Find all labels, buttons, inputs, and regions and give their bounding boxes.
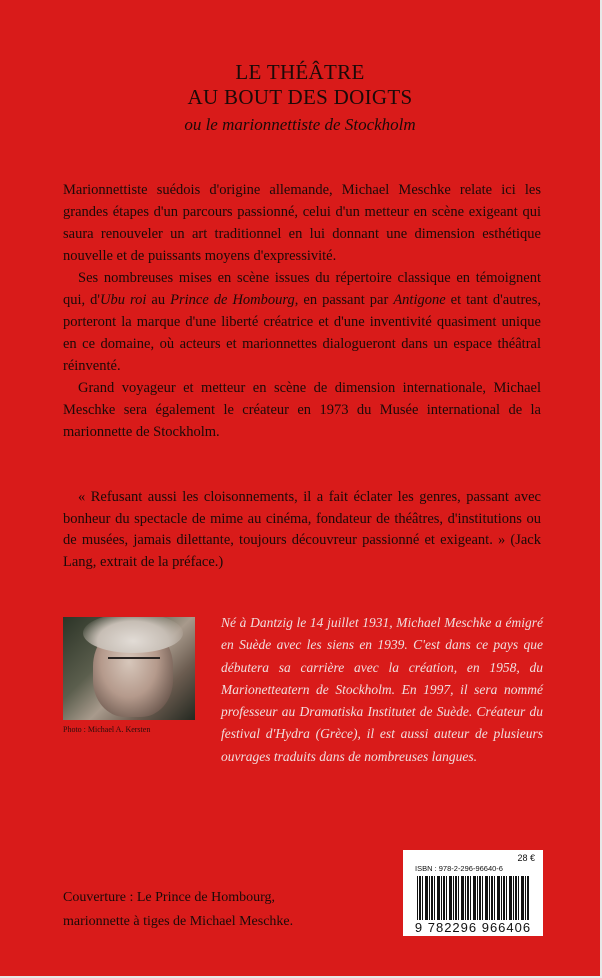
cover-caption <box>63 886 293 934</box>
price-label: 28 € <box>517 853 535 863</box>
isbn-label: ISBN : 978-2-296-96640-6 <box>415 864 503 873</box>
barcode-block <box>403 850 543 936</box>
title-ubu-roi: Ubu roi <box>100 292 147 308</box>
book-title-line-2: AU BOUT DES DOIGTS <box>187 85 413 109</box>
author-photo <box>63 617 195 720</box>
summary-paragraph-1: Marionnettiste suédois d'origine allemande, Michael Meschke relate ici les grandes étapes d'un parcours passionné, celui d'un metteur en scène exigeant qui saura renouveler un art traditionnel en lui donnant une dimension esthétique nouvelle et de puissants moyens d'expressivité. <box>63 182 541 264</box>
book-title-line-1: LE THÉÂTRE <box>235 60 365 84</box>
cover-caption-line-2: marionnette à tiges de Michael Meschke. <box>63 914 294 929</box>
barcode-bars <box>417 876 529 920</box>
summary-paragraph-3: Grand voyageur et metteur en scène de dimension internationale, Michael Meschke sera également le créateur en 1973 du Musée international de la marionnette de Stockholm. <box>63 380 541 440</box>
preface-quote: « Refusant aussi les cloisonnements, il a fait éclater les genres, passant avec bonheur du spectacle de mime au cinéma, fondateur de théâtres, d'institutions ou de musées, jamais dilettante, toujours découvreur passionné et exigeant. » (Jack Lang, extrait de la préface.) <box>63 489 541 570</box>
photo-credit: Photo : Michael A. Kersten <box>63 725 151 734</box>
cover-caption-line-1: Couverture : Le Prince de Hombourg, <box>63 890 276 905</box>
author-bio: Né à Dantzig le 14 juillet 1931, Michael Meschke a émigré en Suède avec les siens en 1939. C'est dans ce pays que débutera sa carrière avec la création, en 1958, du Marionetteatern de Stockholm. En 1997, il sera nommé professeur au Dramatiska Institutet de Suède. Créateur du festival d'Hydra (Grèce), il est aussi auteur de plusieurs ouvrages traduits dans de nombreuses langues. <box>221 615 543 764</box>
summary-text <box>63 179 541 443</box>
barcode-digits: 9 782296 966406 <box>414 920 532 935</box>
title-prince-de-hombourg: Prince de Hombourg <box>170 292 295 308</box>
title-antigone: Antigone <box>393 292 446 308</box>
summary-paragraph-2: Ses nombreuses mises en scène issues du répertoire classique en témoignent qui, d'Ubu roi au Prince de Hombourg, en passant par Antigone et tant d'autres, porteront la marque d'une liberté créatrice et d'une inventivité quasiment unique en ce domaine, où acteurs et marionnettes dialogueront dans un espace théâtral réinventé. <box>63 270 542 374</box>
book-subtitle: ou le marionnettiste de Stockholm <box>184 115 416 134</box>
